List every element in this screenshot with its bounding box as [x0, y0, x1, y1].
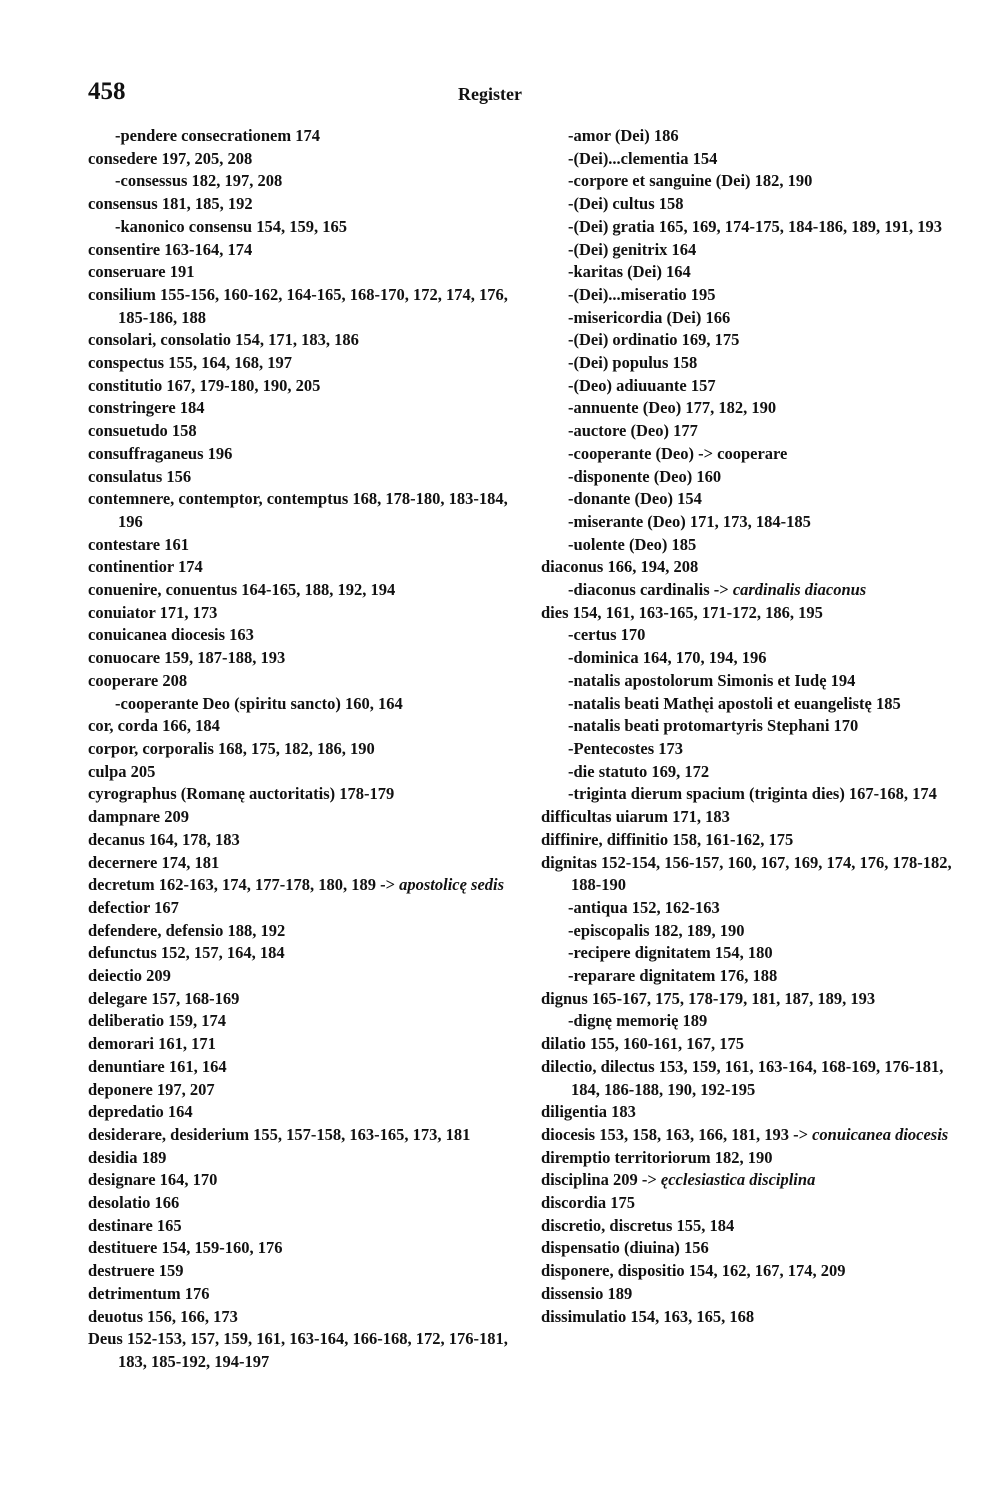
- index-entry: [541, 1033, 953, 1056]
- index-entry: [88, 852, 518, 875]
- entry-text: conuocare 159, 187-188, 193: [88, 648, 286, 668]
- index-entry: [541, 1056, 953, 1101]
- index-entry: [88, 420, 518, 443]
- index-entry: [88, 920, 518, 943]
- index-entry: [88, 556, 518, 579]
- entry-text: diocesis 153, 158, 163, 166, 181, 193 ->: [541, 1124, 808, 1144]
- index-entry: [88, 488, 518, 533]
- index-entry: [88, 738, 518, 761]
- index-subentry: [541, 488, 953, 511]
- index-entry: [88, 1215, 518, 1238]
- entry-text: -cooperante Deo (spiritu sancto) 160, 164: [115, 693, 403, 713]
- entry-text: deuotus 156, 166, 173: [88, 1306, 238, 1326]
- index-subentry: [541, 125, 953, 148]
- entry-text: deliberatio 159, 174: [88, 1011, 226, 1031]
- entry-text: contestare 161: [88, 534, 189, 554]
- entry-text: depredatio 164: [88, 1102, 193, 1122]
- index-subentry: [541, 352, 953, 375]
- index-entry: [88, 1169, 518, 1192]
- entry-text: destinare 165: [88, 1215, 182, 1235]
- index-entry: [88, 1101, 518, 1124]
- index-subentry: [541, 965, 953, 988]
- entry-text: dispensatio (diuina) 156: [541, 1238, 709, 1258]
- index-entry: [88, 1283, 518, 1306]
- entry-text: -(Dei) cultus 158: [568, 194, 684, 214]
- entry-text: -annuente (Deo) 177, 182, 190: [568, 398, 777, 418]
- index-entry: [88, 239, 518, 262]
- entry-text: -dominica 164, 170, 194, 196: [568, 648, 767, 668]
- entry-text: -miserante (Deo) 171, 173, 184-185: [568, 511, 811, 531]
- entry-text: defunctus 152, 157, 164, 184: [88, 943, 285, 963]
- entry-text: culpa 205: [88, 761, 156, 781]
- entry-text: destituere 154, 159-160, 176: [88, 1238, 283, 1258]
- index-entry: [541, 1260, 953, 1283]
- entry-text: cor, corda 166, 184: [88, 716, 220, 736]
- index-subentry: [541, 375, 953, 398]
- index-entry: [88, 397, 518, 420]
- index-column-left: [88, 125, 518, 1374]
- index-entry: [88, 624, 518, 647]
- entry-text: disponere, dispositio 154, 162, 167, 174, 209: [541, 1261, 846, 1281]
- index-entry: [88, 783, 518, 806]
- index-entry: [541, 1101, 953, 1124]
- entry-text: conspectus 155, 164, 168, 197: [88, 353, 292, 373]
- running-title: Register: [458, 84, 522, 104]
- index-entry: [88, 329, 518, 352]
- index-entry: [88, 1192, 518, 1215]
- entry-text: disciplina 209 ->: [541, 1170, 657, 1190]
- entry-text: destruere 159: [88, 1261, 184, 1281]
- index-subentry: [541, 579, 953, 602]
- entry-text: -(Dei) gratia 165, 169, 174-175, 184-186, 189, 191, 193: [568, 216, 942, 236]
- entry-text: decernere 174, 181: [88, 852, 220, 872]
- entry-text: -donante (Deo) 154: [568, 489, 702, 509]
- index-entry: [88, 1010, 518, 1033]
- index-entry: [88, 193, 518, 216]
- index-entry: [88, 670, 518, 693]
- entry-text: diaconus 166, 194, 208: [541, 557, 699, 577]
- entry-text: defendere, defensio 188, 192: [88, 920, 286, 940]
- entry-text: diremptio territoriorum 182, 190: [541, 1147, 773, 1167]
- index-subentry: [541, 511, 953, 534]
- entry-text: diligentia 183: [541, 1102, 636, 1122]
- index-subentry: [88, 125, 518, 148]
- entry-text: -cooperante (Deo) -> cooperare: [568, 443, 788, 463]
- entry-text: consuetudo 158: [88, 421, 197, 441]
- index-subentry: [541, 329, 953, 352]
- index-entry: [88, 1079, 518, 1102]
- index-column-right: [541, 125, 953, 1328]
- index-entry: [88, 443, 518, 466]
- index-subentry: [541, 261, 953, 284]
- index-subentry: [541, 193, 953, 216]
- entry-text: conuiator 171, 173: [88, 602, 218, 622]
- entry-text: -diaconus cardinalis ->: [568, 580, 729, 600]
- index-entry: [88, 874, 518, 897]
- index-entry: [88, 1260, 518, 1283]
- index-entry: [88, 897, 518, 920]
- entry-text: deponere 197, 207: [88, 1079, 215, 1099]
- entry-text: -consessus 182, 197, 208: [115, 171, 283, 191]
- entry-text: desidia 189: [88, 1147, 167, 1167]
- entry-text: consensus 181, 185, 192: [88, 194, 253, 214]
- entry-text: consuffraganeus 196: [88, 443, 233, 463]
- entry-text: -(Deo) adiuuante 157: [568, 375, 716, 395]
- index-subentry: [541, 307, 953, 330]
- index-subentry: [541, 397, 953, 420]
- entry-text: -reparare dignitatem 176, 188: [568, 966, 778, 986]
- index-entry: [541, 556, 953, 579]
- entry-text: detrimentum 176: [88, 1283, 210, 1303]
- entry-text: -die statuto 169, 172: [568, 761, 710, 781]
- entry-text: -(Dei) ordinatio 169, 175: [568, 330, 740, 350]
- entry-text: deiectio 209: [88, 966, 171, 986]
- index-entry: [541, 829, 953, 852]
- cross-reference: cardinalis diaconus: [732, 580, 867, 600]
- index-subentry: [541, 466, 953, 489]
- entry-text: discordia 175: [541, 1193, 635, 1213]
- entry-text: dignitas 152-154, 156-157, 160, 167, 169, 174, 176, 178-182, 188-190: [541, 852, 952, 895]
- entry-text: consedere 197, 205, 208: [88, 148, 253, 168]
- index-entry: [88, 647, 518, 670]
- index-entry: [88, 352, 518, 375]
- entry-text: dies 154, 161, 163-165, 171-172, 186, 195: [541, 602, 823, 622]
- entry-text: -recipere dignitatem 154, 180: [568, 943, 773, 963]
- index-entry: [541, 1192, 953, 1215]
- entry-text: desiderare, desiderium 155, 157-158, 163-165, 173, 181: [88, 1124, 471, 1144]
- entry-text: conuicanea diocesis 163: [88, 625, 254, 645]
- index-entry: [541, 1215, 953, 1238]
- page-header: [88, 70, 912, 110]
- index-subentry: [541, 647, 953, 670]
- entry-text: -karitas (Dei) 164: [568, 262, 691, 282]
- entry-text: constringere 184: [88, 398, 205, 418]
- index-subentry: [541, 216, 953, 239]
- entry-text: -corpore et sanguine (Dei) 182, 190: [568, 171, 813, 191]
- index-subentry: [88, 170, 518, 193]
- index-subentry: [541, 738, 953, 761]
- index-entry: [541, 988, 953, 1011]
- index-entry: [88, 1237, 518, 1260]
- index-subentry: [541, 761, 953, 784]
- page-number: 458: [88, 78, 126, 105]
- entry-text: -misericordia (Dei) 166: [568, 307, 731, 327]
- index-entry: [541, 806, 953, 829]
- index-entry: [88, 1306, 518, 1329]
- index-subentry: [541, 239, 953, 262]
- entry-text: -auctore (Deo) 177: [568, 421, 698, 441]
- entry-text: Deus 152-153, 157, 159, 161, 163-164, 166-168, 172, 176-181, 183, 185-192, 194-197: [88, 1329, 508, 1371]
- index-entry: [541, 1283, 953, 1306]
- entry-text: continentior 174: [88, 557, 203, 577]
- index-subentry: [541, 170, 953, 193]
- index-entry: [88, 1124, 518, 1147]
- entry-text: dissensio 189: [541, 1283, 633, 1303]
- entry-text: dilatio 155, 160-161, 167, 175: [541, 1034, 745, 1054]
- index-entry: [88, 1147, 518, 1170]
- index-subentry: [541, 693, 953, 716]
- entry-text: diffinire, diffinitio 158, 161-162, 175: [541, 829, 794, 849]
- entry-text: -(Dei) populus 158: [568, 353, 698, 373]
- entry-text: discretio, discretus 155, 184: [541, 1215, 735, 1235]
- entry-text: dissimulatio 154, 163, 165, 168: [541, 1306, 755, 1326]
- entry-text: -dignę memorię 189: [568, 1011, 708, 1031]
- index-entry: [88, 148, 518, 171]
- entry-text: -natalis apostolorum Simonis et Iudę 194: [568, 670, 856, 690]
- cross-reference: conuicanea diocesis: [812, 1124, 949, 1144]
- index-subentry: [541, 783, 953, 806]
- entry-text: decretum 162-163, 174, 177-178, 180, 189 ->: [88, 875, 395, 895]
- entry-text: -antiqua 152, 162-163: [568, 897, 720, 917]
- index-entry: [541, 1147, 953, 1170]
- index-entry: [88, 965, 518, 988]
- entry-text: -disponente (Deo) 160: [568, 466, 722, 486]
- index-entry: [88, 715, 518, 738]
- index-entry: [88, 284, 518, 329]
- entry-text: consentire 163-164, 174: [88, 239, 253, 259]
- entry-text: denuntiare 161, 164: [88, 1056, 227, 1076]
- entry-text: decanus 164, 178, 183: [88, 829, 240, 849]
- index-subentry: [541, 715, 953, 738]
- entry-text: -triginta dierum spacium (triginta dies) 167-168, 174: [568, 784, 937, 804]
- index-entry: [88, 261, 518, 284]
- index-subentry: [541, 420, 953, 443]
- entry-text: dampnare 209: [88, 807, 189, 827]
- index-entry: [88, 988, 518, 1011]
- entry-text: -pendere consecrationem 174: [115, 126, 320, 145]
- entry-text: -(Dei)...miseratio 195: [568, 284, 716, 304]
- index-subentry: [88, 693, 518, 716]
- index-entry: [88, 375, 518, 398]
- index-subentry: [541, 670, 953, 693]
- entry-text: -certus 170: [568, 625, 646, 645]
- entry-text: cooperare 208: [88, 670, 188, 690]
- index-entry: [541, 602, 953, 625]
- index-entry: [88, 1328, 518, 1373]
- cross-reference: apostolicę sedis: [399, 875, 505, 895]
- entry-text: consulatus 156: [88, 466, 192, 486]
- index-subentry: [541, 443, 953, 466]
- entry-text: delegare 157, 168-169: [88, 988, 240, 1008]
- index-subentry: [541, 897, 953, 920]
- index-entry: [88, 602, 518, 625]
- index-entry: [541, 1306, 953, 1329]
- index-subentry: [541, 534, 953, 557]
- index-entry: [88, 806, 518, 829]
- entry-text: contemnere, contemptor, contemptus 168, 178-180, 183-184, 196: [88, 489, 508, 531]
- entry-text: constitutio 167, 179-180, 190, 205: [88, 375, 321, 395]
- entry-text: -uolente (Deo) 185: [568, 534, 697, 554]
- entry-text: conuenire, conuentus 164-165, 188, 192, 194: [88, 580, 396, 600]
- entry-text: -amor (Dei) 186: [568, 126, 679, 145]
- entry-text: consilium 155-156, 160-162, 164-165, 168-170, 172, 174, 176, 185-186, 188: [88, 284, 508, 327]
- entry-text: corpor, corporalis 168, 175, 182, 186, 190: [88, 738, 375, 758]
- index-subentry: [541, 624, 953, 647]
- index-entry: [88, 942, 518, 965]
- index-entry: [88, 579, 518, 602]
- entry-text: cyrographus (Romanę auctoritatis) 178-179: [88, 784, 395, 804]
- index-entry: [88, 761, 518, 784]
- index-subentry: [88, 216, 518, 239]
- entry-text: desolatio 166: [88, 1193, 180, 1213]
- index-entry: [541, 1169, 953, 1192]
- index-entry: [541, 852, 953, 897]
- index-entry: [88, 466, 518, 489]
- entry-text: -(Dei)...clementia 154: [568, 148, 718, 168]
- entry-text: -natalis beati Mathęi apostoli et euangelistę 185: [568, 693, 901, 713]
- index-entry: [88, 1056, 518, 1079]
- entry-text: consolari, consolatio 154, 171, 183, 186: [88, 330, 359, 350]
- index-subentry: [541, 920, 953, 943]
- entry-text: designare 164, 170: [88, 1170, 218, 1190]
- index-entry: [88, 534, 518, 557]
- index-entry: [541, 1237, 953, 1260]
- entry-text: -Pentecostes 173: [568, 738, 684, 758]
- entry-text: dilectio, dilectus 153, 159, 161, 163-164, 168-169, 176-181, 184, 186-188, 190, 192-195: [541, 1056, 944, 1099]
- entry-text: -natalis beati protomartyris Stephani 170: [568, 716, 859, 736]
- entry-text: defectior 167: [88, 897, 179, 917]
- entry-text: dignus 165-167, 175, 178-179, 181, 187, 189, 193: [541, 988, 876, 1008]
- index-entry: [541, 1124, 953, 1147]
- index-subentry: [541, 284, 953, 307]
- entry-text: conseruare 191: [88, 262, 195, 282]
- entry-text: -kanonico consensu 154, 159, 165: [115, 216, 347, 236]
- index-entry: [88, 829, 518, 852]
- entry-text: -(Dei) genitrix 164: [568, 239, 697, 259]
- index-subentry: [541, 148, 953, 171]
- entry-text: difficultas uiarum 171, 183: [541, 807, 730, 827]
- entry-text: -episcopalis 182, 189, 190: [568, 920, 745, 940]
- cross-reference: ęcclesiastica disciplina: [660, 1170, 816, 1190]
- index-subentry: [541, 1010, 953, 1033]
- index-subentry: [541, 942, 953, 965]
- index-entry: [88, 1033, 518, 1056]
- entry-text: demorari 161, 171: [88, 1034, 216, 1054]
